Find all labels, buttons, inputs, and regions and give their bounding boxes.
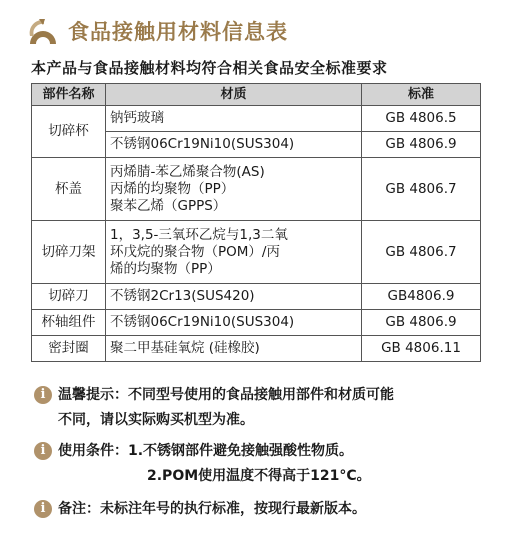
note-line: 不同，请以实际购买机型为准。 <box>58 412 254 428</box>
table-caption: 本产品与食品接触材料均符合相关食品安全标准要求 <box>31 59 388 77</box>
note-line: 备注：未标注年号的执行标准，按现行最新版本。 <box>58 501 366 517</box>
tip-note <box>34 383 394 433</box>
note-line: 使用条件：1.不锈钢部件避免接触强酸性物质。 <box>58 443 354 459</box>
standard-cell: GB4806.9 <box>362 284 481 310</box>
header-material: 材质 <box>106 84 362 106</box>
material-line: 环戊烷的聚合物（POM）/丙 <box>110 243 280 260</box>
standard-cell: GB 4806.11 <box>362 336 481 362</box>
material-cell <box>106 310 362 336</box>
material-cell <box>106 106 362 132</box>
header-part: 部件名称 <box>32 84 106 106</box>
material-table <box>31 83 481 362</box>
page-title: 食品接触用材料信息表 <box>68 20 288 44</box>
material-line: 丙烯腈-苯乙烯聚合物(AS) <box>110 163 265 180</box>
material-line: 1，3,5-三氧环乙烷与1,3二氧 <box>110 226 288 243</box>
remark-note <box>34 497 366 522</box>
info-icon: i <box>34 442 52 460</box>
table-header-row <box>32 84 481 106</box>
usage-conditions-note <box>34 439 371 489</box>
material-line: 丙烯的均聚物（PP） <box>110 180 235 197</box>
table-row <box>32 158 481 221</box>
part-name: 切碎杯 <box>32 106 106 158</box>
material-line: 聚二甲基硅氧烷 (硅橡胶) <box>110 340 260 356</box>
table-row <box>32 310 481 336</box>
info-icon: i <box>34 386 52 404</box>
part-name: 杯轴组件 <box>32 310 106 336</box>
material-line: 钠钙玻璃 <box>110 110 164 126</box>
material-cell <box>106 336 362 362</box>
part-name: 切碎刀 <box>32 284 106 310</box>
part-name: 杯盖 <box>32 158 106 221</box>
info-icon: i <box>34 500 52 518</box>
material-cell <box>106 158 362 221</box>
material-line: 不锈钢06Cr19Ni10(SUS304) <box>110 136 295 152</box>
material-line: 不锈钢2Cr13(SUS420) <box>110 288 255 304</box>
standard-cell: GB 4806.5 <box>362 106 481 132</box>
part-name: 密封圈 <box>32 336 106 362</box>
table-row <box>32 336 481 362</box>
material-cell <box>106 284 362 310</box>
standard-cell: GB 4806.9 <box>362 310 481 336</box>
table-row <box>32 284 481 310</box>
material-line: 聚苯乙烯（GPPS） <box>110 197 227 214</box>
material-line: 烯的均聚物（PP） <box>110 260 221 277</box>
material-line: 不锈钢06Cr19Ni10(SUS304) <box>110 314 295 330</box>
part-name: 切碎刀架 <box>32 221 106 284</box>
table-row <box>32 221 481 284</box>
note-line: 2.POM使用温度不得高于121°C。 <box>147 468 371 484</box>
rainbow-arc-logo <box>28 16 58 46</box>
table-row <box>32 106 481 132</box>
standard-cell: GB 4806.9 <box>362 132 481 158</box>
material-cell <box>106 221 362 284</box>
material-cell <box>106 132 362 158</box>
header-standard: 标准 <box>362 84 481 106</box>
standard-cell: GB 4806.7 <box>362 221 481 284</box>
header <box>28 14 288 48</box>
note-line: 温馨提示：不同型号使用的食品接触用部件和材质可能 <box>58 387 394 403</box>
standard-cell: GB 4806.7 <box>362 158 481 221</box>
